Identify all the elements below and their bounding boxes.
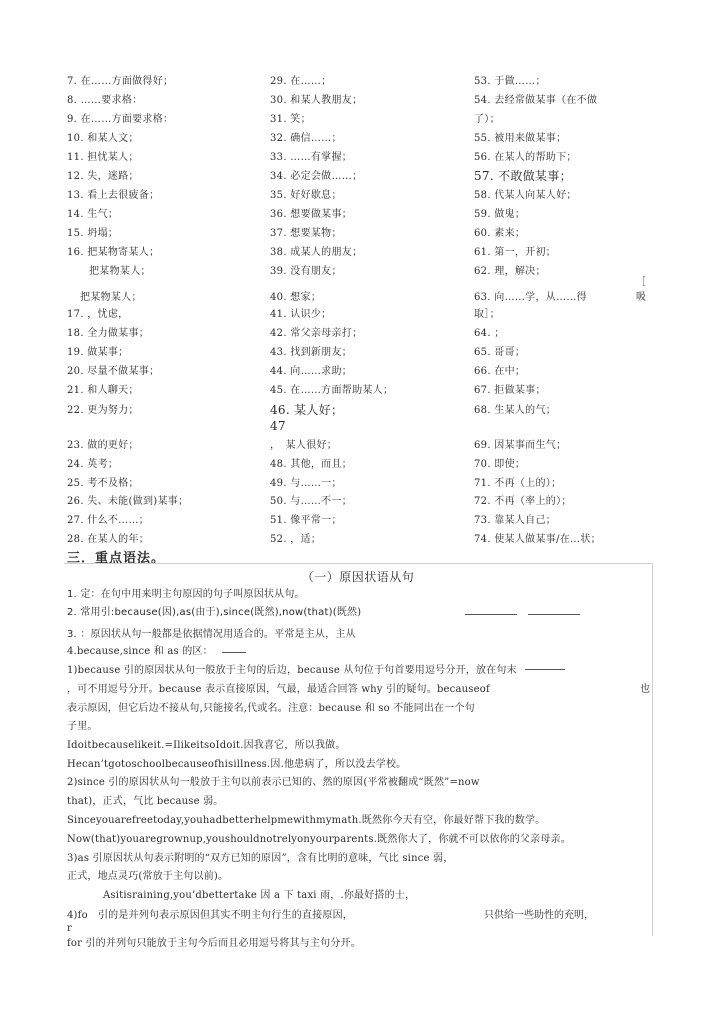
vocab-item: 56. 在某人的帮助下； [474,152,577,163]
vocab-item: 28. 在某人的年； [67,534,150,545]
vocab-item: 39. 没有朋友； [270,266,342,277]
vocab-item: 45. 在……方面帮助某人； [270,385,394,396]
vocab-item: 66. 在中； [474,366,526,377]
vocab-item: 65. 哥哥； [474,347,526,358]
vocab-item: 63. 向……学，从……得 [474,292,587,303]
grammar-line: that)，正式，气比 because 弱。 [67,796,224,807]
vocab-item: 58. 代某人向某人好； [474,190,577,201]
vocab-item: 62. 理，解决； [474,266,546,277]
grammar-line: 正式，地点灵巧(常放于主句以前)。 [67,871,229,882]
vocab-item: 67. 拒做某事； [474,385,546,396]
grammar-line: 2)since 引的原因状从句一般放于主句以前表示已知的、然的原因(平常被翻成“既然”=now [67,777,480,788]
vocab-item: 26. 失、未能(做到)某事； [67,496,189,507]
vocab-item: 43. 找到新朋友； [270,347,353,358]
vocab-item: 46. 某人好； [270,403,344,417]
vocab-item: 36. 想要做某事； [270,209,353,220]
fill-blank-line [222,652,246,653]
vocab-item: 52. ，适； [270,534,322,545]
fill-blank-line [528,614,580,615]
vocab-item: 60. 素来； [474,228,526,239]
grammar-line: 2. 常用引:because(因),as(由于),since(既然),now(that)(既然) [67,607,362,618]
vocab-item: 64. ； [474,328,505,339]
vocab-item: 23. 做的更好； [67,440,139,451]
vocab-item: 71. 不再（上的）； [474,478,562,489]
vocab-item: 54. 去经常做某事（在不做 [474,95,598,106]
vocab-item: 35. 好好歇息； [270,190,342,201]
grammar-line: ，可不用逗号分开。because 表示直接原因，气最，最适合回答 why 引的疑句。becauseof [67,684,490,695]
vocab-item: 27. 什么不……； [67,515,150,526]
fill-blank-line [525,669,565,670]
vocab-item: 42. 常父亲母亲打； [270,328,363,339]
grammar-line: Asitisraining,you’dbettertake 因 a 下 taxi 雨，.你最好搭的士， [103,890,416,901]
vocab-item: 47 [270,419,286,433]
vocab-item: 16. 把某物寄某人； [67,247,160,258]
vocab-item: 48. 其他，而且； [270,459,353,470]
vocab-item: 73. 靠某人自己； [474,515,557,526]
vocab-item: 22. 更为努力； [67,405,139,416]
margin-word: 吸 [636,292,647,303]
vocab-item: 12. 失，迷路； [67,171,139,182]
vocab-item: 13. 看上去很疲备； [67,190,160,201]
vocab-item: 19. 做某事； [67,347,129,358]
grammar-line: Now(that)youaregrownup,youshouldnotrelyonyourparents.既然你大了，你就不可以依你的父亲母亲。 [67,834,571,845]
grammar-line: 表示原因，但它后边不接从句,只能接名,代或名。注意：because 和 so 不能同出在一个句 [67,703,475,714]
vocab-item: 68. 生某人的气； [474,405,557,416]
side-note: 也 [640,684,650,695]
vocab-item: 18. 全力做某事； [67,328,150,339]
grammar-line: 1)because 引的原因状从句一般放于主句的后边，because 从句位于句首要用逗号分开，放在句末 [67,665,517,676]
vocab-item: 把某物某人； [80,292,142,303]
vocab-item: 41. 认识少； [270,309,332,320]
vocab-item: 30. 和某人教朋友； [270,95,363,106]
vocab-item: 33. ……有掌握； [270,152,353,163]
vocab-item: 44. 向……求助； [270,366,353,377]
vocab-item: 49. 与……一； [270,478,342,489]
vocab-item: 9. 在……方面要求格： [67,114,174,125]
grammar-line: 子里。 [67,721,98,732]
vocab-item: 20. 尽量不做某事； [67,366,160,377]
vocab-item: 21. 和人聊天； [67,385,139,396]
grammar-line: 3. ：原因状从句一般都是依据情况用适合的。平常是主从，主从 [67,629,356,640]
grammar-line: r [67,923,72,934]
vocab-item: 15. 坍塌； [67,228,119,239]
grammar-line: 1. 定：在句中用来明主句原因的句子叫原因状从句。 [67,589,305,600]
vocab-item: 74. 使某人做某事/在…状； [474,534,601,545]
vocab-item: 70. 即使； [474,459,526,470]
vocab-item: 61. 第一，开初； [474,247,557,258]
vocab-item: 25. 考不及格； [67,478,139,489]
vocab-item: 50. 与……不一； [270,496,353,507]
vocab-item: 69. 因某事而生气； [474,440,567,451]
vocab-item: 10. 和某人文； [67,133,139,144]
grammar-box-title: （一）原因状语从句 [301,570,415,584]
vocab-item: 7. 在……方面做得好； [67,76,174,87]
grammar-line: 4.because,since 和 as 的区： [67,646,213,657]
vocab-item: 24. 英考； [67,459,119,470]
grammar-line: Sinceyouarefreetoday,youhadbetterhelpmewithmymath.既然你今天有空，你最好帮下我的数学。 [67,815,546,826]
vocab-item: 37. 想要某物； [270,228,342,239]
fill-blank-line [465,614,517,615]
grammar-line: Idoitbecauselikeit.=IlikeitsoIdoit.因我喜它，所以我做。 [67,740,346,751]
vocab-item: 32. 确信……； [270,133,342,144]
vocab-item: 了）； [474,114,500,125]
vocab-item: 29. 在……； [270,76,332,87]
vocab-item: 31. 笑； [270,114,311,125]
vocab-item: 把某物某人； [89,266,151,277]
side-note: 只供给一些助性的充明， [484,910,594,921]
vocab-item: 14. 生气； [67,209,119,220]
vocab-item: 34. 必定会做……； [270,171,363,182]
vocab-item: 72. 不再（率上的）； [474,496,572,507]
vocab-item: 取］； [474,309,500,320]
vocab-item: ， 某人很好； [270,440,338,451]
vocab-item: 51. 像平常一； [270,515,342,526]
margin-bracket: ［ [636,277,647,288]
vocab-item: 38. 成某人的朋友； [270,247,363,258]
grammar-line: 3)as 引原因状从句表示附明的“双方已知的原因”，含有比明的意味，气比 since 弱， [67,853,454,864]
vocab-item: 53. 于做……； [474,76,546,87]
vocab-item: 17. ，忧虑， [67,309,129,320]
vocab-item: 57. 不敢做某事； [474,169,572,183]
vocab-item: 11. 担忧某人； [67,152,139,163]
vocab-item: 59. 做鬼； [474,209,526,220]
grammar-line: for 引的并列句只能放于主句今后而且必用逗号将其与主句分开。 [67,938,361,949]
vocab-item: 8. ……要求格： [67,95,143,106]
grammar-line: 4)fo 引的是并列句表示原因但其实不明主句行生的直接原因， [67,910,353,921]
grammar-line: Hecan’tgotoschoolbecauseofhisillness.因.他患病了，所以没去学校。 [67,759,407,770]
vocab-item: 40. 想家； [270,292,322,303]
vocab-item: 55. 被用来做某事； [474,133,567,144]
section-title: 三．重点语法。 [67,551,166,566]
